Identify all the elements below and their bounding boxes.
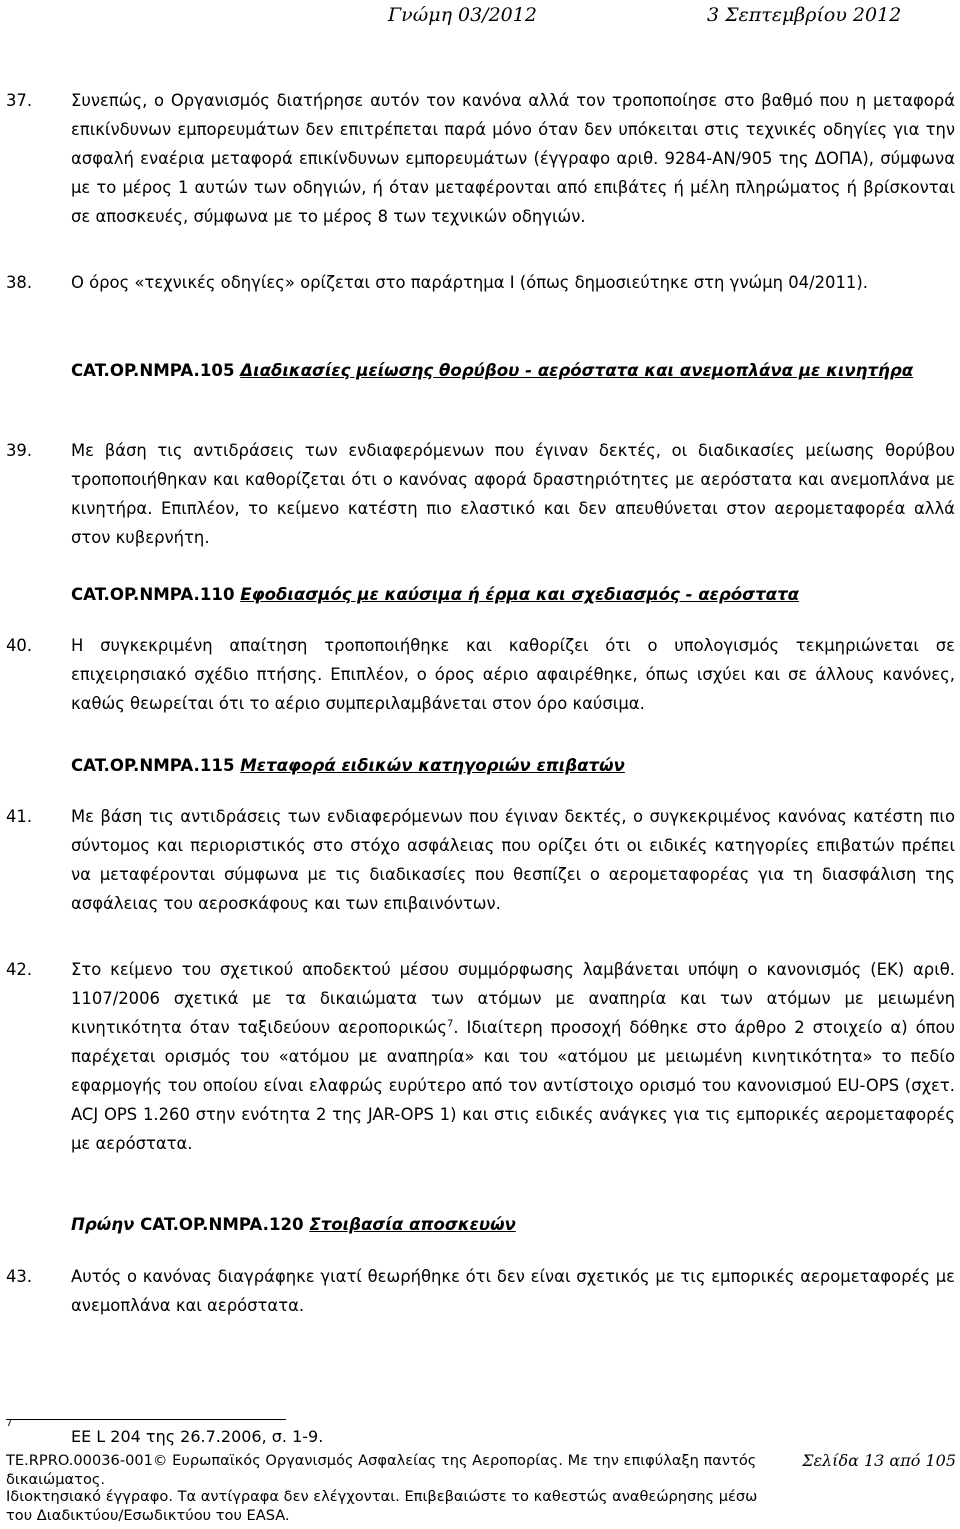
footnote-number: 7	[6, 1418, 13, 1429]
heading-code: CAT.OP.NMPA.120	[134, 1215, 310, 1234]
header-opinion: Γνώμη 03/2012	[388, 4, 537, 26]
footer-disclaimer: Ιδιοκτησιακό έγγραφο. Τα αντίγραφα δεν ελέγχονται. Επιβεβαιώστε το καθεστώς αναθεώρησης μέσω του Διαδικτύου/Εσωδικτύου του EASA.	[6, 1488, 758, 1524]
paragraph-number: 39.	[6, 441, 33, 460]
paragraph-number: 37.	[6, 91, 33, 110]
heading-cat-op-nmpa-115	[71, 751, 955, 780]
heading-title: Στοιβασία αποσκευών	[309, 1215, 516, 1234]
footnote-reference[interactable]: 7	[446, 1018, 454, 1030]
paragraph-41	[6, 802, 955, 918]
heading-prefix: Πρώην	[71, 1215, 135, 1234]
paragraph-number: 42.	[6, 960, 33, 979]
paragraph-number: 43.	[6, 1267, 33, 1286]
paragraph-42	[6, 955, 955, 1158]
footnote-text: EE L 204 της 26.7.2006, σ. 1-9.	[71, 1427, 324, 1446]
paragraph-43	[6, 1262, 955, 1320]
heading-code: CAT.OP.NMPA.105	[71, 361, 241, 380]
heading-cat-op-nmpa-110	[71, 580, 955, 609]
paragraph-37	[6, 86, 955, 231]
paragraph-text: Η συγκεκριμένη απαίτηση τροποποιήθηκε και καθορίζει ότι ο υπολογισμός τεκμηριώνεται σε επιχειρησιακό σχέδιο πτήσης. Επιπλέον, ο όρος αέριο αφαιρέθηκε, όπως ισχύει και σε άλλους κανόνες, καθώς θεωρείται ότι το αέριο συμπεριλαμβάνεται στον όρο καύσιμα.	[71, 636, 955, 713]
paragraph-number: 41.	[6, 807, 33, 826]
page-header	[0, 0, 960, 32]
paragraph-40	[6, 631, 955, 718]
paragraph-text: Με βάση τις αντιδράσεις των ενδιαφερόμενων που έγιναν δεκτές, οι διαδικασίες μείωσης θορύβου τροποποιήθηκαν και καθορίζεται ότι ο κανόνας αφορά δραστηριότητες με αερόστατα και ανεμοπλάνα με κινητήρα. Επιπλέον, το κείμενο κατέστη πιο ελαστικό και δεν απευθύνεται στον αερομεταφορέα αλλά στον κυβερνήτη.	[71, 441, 955, 547]
paragraph-text: Ο όρος «τεχνικές οδηγίες» ορίζεται στο παράρτημα I (όπως δημοσιεύτηκε στη γνώμη 04/2011).	[71, 273, 868, 292]
paragraph-number: 38.	[6, 273, 33, 292]
heading-code: CAT.OP.NMPA.110	[71, 585, 241, 604]
footer-copyright: TE.RPRO.00036-001© Ευρωπαϊκός Οργανισμός Ασφαλείας της Αεροπορίας. Με την επιφύλαξη παντός δικαιώματος.	[6, 1452, 757, 1488]
heading-title: Εφοδιασμός με καύσιμα ή έρμα και σχεδιασμός - αερόστατα	[240, 585, 800, 604]
page-number: Σελίδα 13 από 105	[802, 1451, 956, 1470]
heading-cat-op-nmpa-105	[71, 356, 955, 385]
paragraph-text: Με βάση τις αντιδράσεις των ενδιαφερόμενων που έγιναν δεκτές, ο συγκεκριμένος κανόνας κατέστη πιο σύντομος και περιοριστικός στο στόχο ασφάλειας που ορίζει ότι οι ειδικές κατηγορίες επιβατών πρέπει να μεταφέρονται σύμφωνα με τις διαδικασίες που θεσπίζει ο αερομεταφορέας για τη διασφάλιση της ασφάλειας του αεροσκάφους και των επιβαινόντων.	[71, 807, 955, 913]
heading-code: CAT.OP.NMPA.115	[71, 756, 241, 775]
paragraph-text: Στο κείμενο του σχετικού αποδεκτού μέσου συμμόρφωσης λαμβάνεται υπόψη ο κανονισμός (ΕΚ) αριθ. 1107/2006 σχετικά με τα δικαιώματα των ατόμων με αναπηρία και των ατόμων με μειωμένη κινητικότητα όταν ταξιδεύουν αεροπορικώς	[71, 960, 955, 1037]
paragraph-38	[6, 268, 955, 297]
paragraph-text-continued: . Ιδιαίτερη προσοχή δόθηκε στο άρθρο 2 στοιχείο α) όπου παρέχεται ορισμός του «ατόμου με αναπηρία» και του «ατόμου με μειωμένη κινητικότητα» το πεδίο εφαρμογής του οποίου είναι ελαφρώς ευρύτερο από τον αντίστοιχο ορισμό του κανονισμού EU-OPS (σχετ. ACJ OPS 1.260 στην ενότητα 2 της JAR-OPS 1) και στις ειδικές ανάγκες για τις εμπορικές αερομεταφορές με αερόστατα.	[71, 1018, 955, 1153]
paragraph-text: Αυτός ο κανόνας διαγράφηκε γιατί θεωρήθηκε ότι δεν είναι σχετικός με τις εμπορικές αερομεταφορές με ανεμοπλάνα και αερόστατα.	[71, 1267, 955, 1315]
footnote-divider	[6, 1419, 286, 1420]
paragraph-text: Συνεπώς, ο Οργανισμός διατήρησε αυτόν τον κανόνα αλλά τον τροποποίησε στο βαθμό που η μεταφορά επικίνδυνων εμπορευμάτων δεν επιτρέπεται παρά μόνο όταν δεν υπόκειται στις τεχνικές οδηγίες για την ασφαλή εναέρια μεταφορά επικίνδυνων εμπορευμάτων (έγγραφο αριθ. 9284-AN/905 της ΔΟΠΑ), σύμφωνα με το μέρος 1 αυτών των οδηγιών, ή όταν μεταφέρονται από επιβάτες ή μέλη πληρώματος ή βρίσκονται σε αποσκευές, σύμφωνα με το μέρος 8 των τεχνικών οδηγιών.	[71, 91, 955, 226]
heading-title: Μεταφορά ειδικών κατηγοριών επιβατών	[240, 756, 625, 775]
heading-title: Διαδικασίες μείωσης θορύβου - αερόστατα και ανεμοπλάνα με κινητήρα	[240, 361, 914, 380]
heading-cat-op-nmpa-120	[71, 1210, 955, 1239]
paragraph-39	[6, 436, 955, 552]
paragraph-number: 40.	[6, 636, 33, 655]
header-date: 3 Σεπτεμβρίου 2012	[707, 4, 902, 26]
